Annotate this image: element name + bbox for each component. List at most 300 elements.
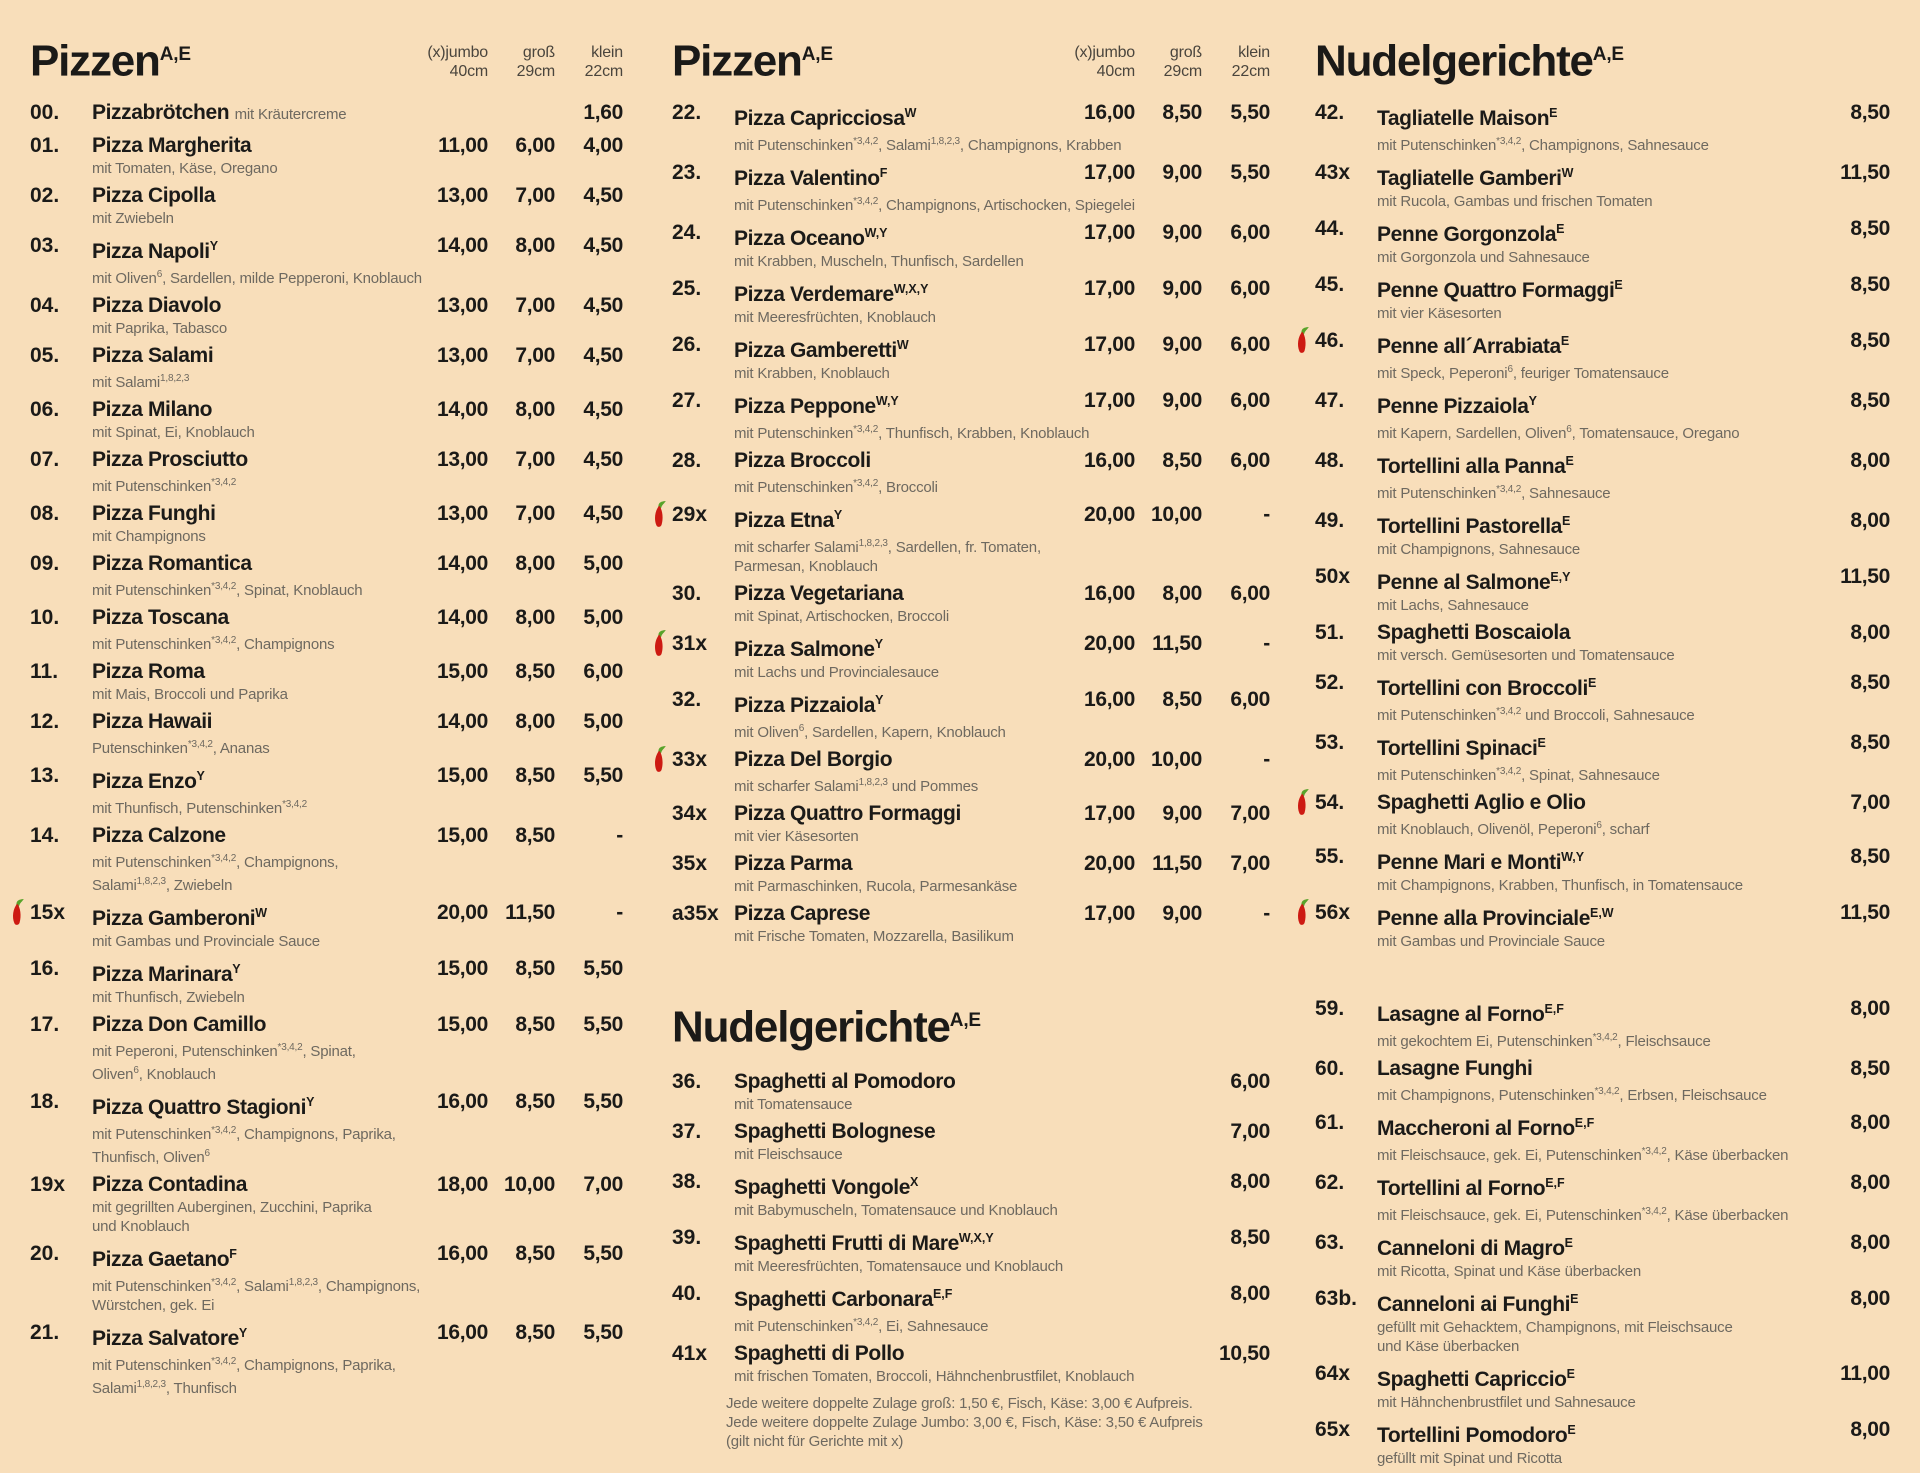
item-name: Spaghetti di Pollo bbox=[734, 1342, 905, 1366]
item-name: Tagliatelle Gamberi$^W$ bbox=[1377, 165, 1574, 190]
item-description: mit Fleischsauce, gek. Ei, Putenschinken$^{*3,4,2}$, Käse überbacken bbox=[1377, 1205, 1789, 1224]
item-number-text: 65x bbox=[1315, 1417, 1351, 1441]
item-number-text: a35x bbox=[672, 901, 719, 925]
item-number-text: 18. bbox=[30, 1089, 60, 1113]
menu-item bbox=[1315, 900, 1890, 951]
item-name-superscript: W bbox=[896, 337, 909, 352]
menu-item bbox=[672, 747, 1270, 796]
item-price: 8,00 bbox=[1230, 1282, 1270, 1306]
item-price-jumbo: 13,00 bbox=[436, 183, 488, 207]
size-name: klein bbox=[591, 43, 623, 61]
menu-column-3 bbox=[1315, 30, 1890, 1473]
item-price-gross: 8,50 bbox=[515, 1012, 555, 1036]
item-description: mit Putenschinken$^{*3,4,2}$, Spinat, Sahnesauce bbox=[1377, 765, 1660, 784]
item-number bbox=[30, 659, 92, 685]
item-name: Pizza Enzo$^Y$ bbox=[92, 768, 205, 793]
menu-item bbox=[1315, 1110, 1890, 1165]
item-name-superscript: E,F bbox=[1544, 1001, 1564, 1016]
item-number bbox=[1315, 996, 1377, 1028]
item-number bbox=[1315, 564, 1377, 596]
item-price-klein: 5,50 bbox=[583, 1012, 623, 1036]
item-price-jumbo: 14,00 bbox=[436, 551, 488, 575]
item-price-klein: 5,00 bbox=[583, 709, 623, 733]
item-name: Pizza Napoli$^Y$ bbox=[92, 238, 219, 263]
item-number-text: 63b. bbox=[1315, 1286, 1358, 1310]
item-name: Spaghetti Vongole$^X$ bbox=[734, 1175, 919, 1200]
item-price-gross: 11,50 bbox=[1152, 631, 1202, 655]
section-title bbox=[672, 999, 1180, 1050]
item-price-jumbo: 16,00 bbox=[436, 1089, 488, 1113]
item-number bbox=[672, 1341, 734, 1367]
item-price-klein: 4,50 bbox=[583, 447, 623, 471]
item-number bbox=[1315, 160, 1377, 192]
menu-item bbox=[1315, 564, 1890, 615]
item-number bbox=[672, 332, 734, 364]
section-title-superscript: A,E bbox=[801, 44, 833, 65]
item-price-gross: 11,50 bbox=[1152, 851, 1202, 875]
item-number bbox=[30, 1320, 92, 1352]
item-price: 8,00 bbox=[1850, 1417, 1890, 1441]
footnote-line: Jede weitere doppelte Zulage Jumbo: 3,00 €, Fisch, Käse: 3,50 € Aufpreis bbox=[726, 1414, 1203, 1432]
size-diameter: 22cm bbox=[1231, 62, 1270, 80]
item-name: Pizza Gamberoni$^W$ bbox=[92, 905, 268, 930]
item-number-text: 17. bbox=[30, 1012, 60, 1036]
item-price-klein: 5,50 bbox=[583, 1241, 623, 1265]
item-description: mit Kapern, Sardellen, Oliven$^6$, Tomatensauce, Oregano bbox=[1377, 423, 1740, 442]
item-name: Pizza Roma bbox=[92, 659, 205, 683]
size-diameter: 22cm bbox=[584, 62, 623, 80]
item-number bbox=[30, 956, 92, 988]
menu-item bbox=[1315, 1170, 1890, 1225]
item-price-jumbo: 17,00 bbox=[1083, 160, 1135, 184]
item-price: 8,00 bbox=[1850, 996, 1890, 1020]
item-price-klein: - bbox=[616, 900, 623, 924]
item-price-jumbo: 17,00 bbox=[1083, 220, 1135, 244]
menu-item bbox=[30, 293, 623, 338]
item-name: Pizza Capricciosa$^W$ bbox=[734, 105, 917, 130]
item-description: mit Mais, Broccoli und Paprika bbox=[92, 685, 288, 703]
item-price-klein: 1,60 bbox=[583, 100, 623, 124]
item-number-text: 03. bbox=[30, 233, 60, 257]
item-number-text: 61. bbox=[1315, 1110, 1345, 1134]
item-description: mit Fleischsauce bbox=[734, 1146, 843, 1164]
item-price-gross: 8,00 bbox=[515, 233, 555, 257]
item-number bbox=[1315, 1286, 1377, 1318]
item-number-text: 37. bbox=[672, 1120, 702, 1144]
item-description: mit Lachs, Sahnesauce bbox=[1377, 596, 1529, 614]
item-name-superscript: Y bbox=[1528, 393, 1537, 408]
item-name: Pizza Gamberetti$^W$ bbox=[734, 337, 909, 362]
item-price-jumbo: 16,00 bbox=[1083, 581, 1135, 605]
item-number bbox=[672, 747, 734, 773]
item-name-superscript: Y bbox=[232, 961, 241, 976]
item-price-klein: - bbox=[616, 823, 623, 847]
item-number-text: 36. bbox=[672, 1070, 702, 1094]
item-number-text: 04. bbox=[30, 293, 60, 317]
item-name: Pizza Gaetano$^F$ bbox=[92, 1246, 237, 1271]
item-number bbox=[30, 763, 92, 795]
item-price-jumbo bbox=[418, 100, 488, 128]
menu-item bbox=[672, 631, 1270, 682]
item-name: Maccheroni al Forno$^{E,F}$ bbox=[1377, 1115, 1595, 1140]
item-price-jumbo: 13,00 bbox=[436, 447, 488, 471]
item-number bbox=[1315, 844, 1377, 876]
item-price: 8,00 bbox=[1850, 620, 1890, 644]
item-number bbox=[30, 233, 92, 265]
item-number-text: 50x bbox=[1315, 564, 1351, 588]
item-number-text: 34x bbox=[672, 801, 708, 825]
item-price: 11,50 bbox=[1840, 900, 1890, 924]
item-number bbox=[1315, 1230, 1377, 1262]
item-name-superscript: E,W bbox=[1589, 905, 1614, 920]
item-price: 8,50 bbox=[1850, 1056, 1890, 1080]
item-name: Pizza Peppone$^{W,Y}$ bbox=[734, 393, 899, 418]
item-description: mit Fleischsauce, gek. Ei, Putenschinken$^{*3,4,2}$, Käse überbacken bbox=[1377, 1145, 1789, 1164]
item-number bbox=[1315, 670, 1377, 702]
item-number-text: 63. bbox=[1315, 1230, 1345, 1254]
item-price: 11,00 bbox=[1840, 1361, 1890, 1385]
item-price: 8,00 bbox=[1850, 448, 1890, 472]
item-description: mit Tomatensauce bbox=[734, 1096, 853, 1114]
item-name: Penne all´Arrabiata$^E$ bbox=[1377, 333, 1570, 358]
item-number bbox=[672, 581, 734, 607]
item-price-gross: 8,00 bbox=[1162, 581, 1202, 605]
item-description: mit Tomaten, Käse, Oregano bbox=[92, 159, 278, 177]
item-name: Spaghetti al Pomodoro bbox=[734, 1070, 956, 1094]
item-description: mit Oliven$^6$, Sardellen, milde Pepperoni, Knoblauch bbox=[92, 268, 422, 287]
menu-item bbox=[30, 551, 623, 600]
item-name-superscript: E,F bbox=[1574, 1115, 1595, 1130]
item-name-superscript: W bbox=[255, 905, 268, 920]
item-description: mit versch. Gemüsesorten und Tomatensauce bbox=[1377, 646, 1675, 664]
item-name: Tortellini Pomodoro$^E$ bbox=[1377, 1422, 1576, 1447]
menu-item bbox=[672, 1225, 1270, 1276]
item-description: mit Parmaschinken, Rucola, Parmesankäse bbox=[734, 877, 1018, 895]
item-number-text: 25. bbox=[672, 276, 702, 300]
menu-item bbox=[672, 1169, 1270, 1220]
item-number bbox=[672, 631, 734, 663]
item-price-jumbo: 20,00 bbox=[1083, 502, 1135, 526]
size-diameter: 29cm bbox=[1163, 62, 1202, 80]
item-name: Pizza Caprese bbox=[734, 901, 871, 925]
item-price-klein: 5,00 bbox=[583, 605, 623, 629]
item-name: Tortellini Pastorella$^E$ bbox=[1377, 513, 1571, 538]
item-price: 8,50 bbox=[1850, 388, 1890, 412]
item-number-text: 39. bbox=[672, 1226, 702, 1250]
item-description: mit Putenschinken$^{*3,4,2}$, Ei, Sahnesauce bbox=[734, 1317, 989, 1336]
item-price: 11,50 bbox=[1840, 160, 1890, 184]
item-name: Pizza Salmone$^Y$ bbox=[734, 636, 884, 661]
item-name: Pizza Marinara$^Y$ bbox=[92, 961, 241, 986]
item-number-text: 31x bbox=[672, 631, 708, 655]
menu-item bbox=[672, 687, 1270, 742]
size-column-header bbox=[1065, 43, 1135, 84]
size-name: groß bbox=[1169, 43, 1202, 61]
item-number bbox=[672, 1119, 734, 1145]
item-price-gross: 7,00 bbox=[515, 447, 555, 471]
item-price-gross: 8,50 bbox=[515, 823, 555, 847]
item-name-superscript: F bbox=[879, 165, 888, 180]
menu-item bbox=[672, 448, 1270, 497]
item-price: 6,00 bbox=[1230, 1070, 1270, 1094]
item-name: Pizza Prosciutto bbox=[92, 447, 248, 471]
menu-item bbox=[672, 502, 1270, 576]
item-description: mit scharfer Salami$^{1,8,2,3}$ und Pommes bbox=[734, 776, 979, 795]
menu-item bbox=[1315, 508, 1890, 559]
item-description: mit vier Käsesorten bbox=[734, 827, 859, 845]
menu-item bbox=[30, 1012, 623, 1084]
item-number bbox=[672, 1225, 734, 1257]
item-price-jumbo: 20,00 bbox=[1083, 851, 1135, 875]
menu-item bbox=[672, 160, 1270, 215]
item-name: Pizza Etna$^Y$ bbox=[734, 507, 843, 532]
item-price-gross: 8,50 bbox=[1162, 687, 1202, 711]
item-price-gross: 9,00 bbox=[1162, 901, 1202, 925]
item-price-jumbo: 17,00 bbox=[1083, 801, 1135, 825]
item-price-klein: 5,50 bbox=[1230, 160, 1270, 184]
item-description: mit Putenschinken$^{*3,4,2}$, Broccoli bbox=[734, 477, 938, 496]
item-name-superscript: W,X,Y bbox=[958, 1231, 994, 1246]
item-price-klein: 6,00 bbox=[1230, 332, 1270, 356]
menu-column-2 bbox=[672, 30, 1270, 1451]
menu-item bbox=[30, 183, 623, 228]
item-name: Pizza Cipolla bbox=[92, 183, 216, 207]
item-price: 11,50 bbox=[1840, 564, 1890, 588]
item-price-klein: - bbox=[1263, 502, 1270, 526]
item-name-superscript: E bbox=[1561, 513, 1571, 528]
section-header bbox=[672, 996, 1270, 1050]
chili-icon bbox=[651, 629, 667, 659]
item-number bbox=[30, 447, 92, 473]
menu-item bbox=[672, 276, 1270, 327]
item-description: mit vier Käsesorten bbox=[1377, 304, 1502, 322]
item-number-text: 41x bbox=[672, 1342, 708, 1366]
item-name-superscript: Y bbox=[875, 692, 884, 707]
item-price-klein: 6,00 bbox=[1230, 276, 1270, 300]
item-name: Pizza Vegetariana bbox=[734, 581, 904, 605]
item-price-gross: 9,00 bbox=[1162, 332, 1202, 356]
item-name-superscript: E bbox=[1565, 453, 1574, 468]
item-name: Pizza Broccoli bbox=[734, 448, 871, 472]
item-number bbox=[672, 220, 734, 252]
item-description: mit Spinat, Artischocken, Broccoli bbox=[734, 607, 949, 625]
item-price-gross: 6,00 bbox=[515, 133, 555, 157]
item-number bbox=[1315, 272, 1377, 304]
item-price-jumbo: 17,00 bbox=[1083, 332, 1135, 356]
item-description: mit Putenschinken$^{*3,4,2}$, Sahnesauce bbox=[1377, 483, 1611, 502]
menu-item bbox=[1315, 160, 1890, 211]
item-number-text: 02. bbox=[30, 183, 60, 207]
menu-item bbox=[1315, 1361, 1890, 1412]
menu-item bbox=[30, 133, 623, 178]
item-number bbox=[1315, 1110, 1377, 1142]
size-diameter: 40cm bbox=[449, 62, 488, 80]
item-description: mit Oliven$^6$, Sardellen, Kapern, Knoblauch bbox=[734, 722, 1006, 741]
item-name: Pizza Del Borgio bbox=[734, 747, 893, 771]
item-price-jumbo: 14,00 bbox=[436, 233, 488, 257]
item-name: Pizza Funghi bbox=[92, 501, 216, 525]
item-name: Lasagne Funghi bbox=[1377, 1056, 1533, 1080]
menu-item bbox=[30, 1172, 623, 1236]
item-number bbox=[30, 551, 92, 577]
item-price-klein: - bbox=[1263, 901, 1270, 925]
item-number bbox=[30, 501, 92, 527]
item-price-gross: 10,00 bbox=[1150, 747, 1202, 771]
item-description: mit Rucola, Gambas und frischen Tomaten bbox=[1377, 192, 1653, 210]
menu-item bbox=[672, 901, 1270, 946]
menu-item bbox=[1315, 216, 1890, 267]
item-name: Pizza Salami bbox=[92, 343, 214, 367]
size-column-header bbox=[1202, 43, 1270, 84]
item-number bbox=[30, 100, 92, 128]
menu-item bbox=[672, 100, 1270, 155]
item-name-superscript: E bbox=[1564, 1235, 1573, 1250]
item-name: Penne alla Provinciale$^{E,W}$ bbox=[1377, 905, 1614, 930]
item-price-klein: 4,50 bbox=[583, 183, 623, 207]
menu-item bbox=[30, 1089, 623, 1167]
item-name-superscript: X bbox=[909, 1175, 919, 1190]
item-number-text: 54. bbox=[1315, 790, 1345, 814]
item-number-text: 60. bbox=[1315, 1056, 1345, 1080]
item-number-text: 16. bbox=[30, 956, 60, 980]
item-name-superscript: E bbox=[1570, 1291, 1579, 1306]
item-number-text: 42. bbox=[1315, 100, 1345, 124]
item-description: mit Zwiebeln bbox=[92, 209, 174, 227]
menu-item bbox=[1315, 272, 1890, 323]
item-number-text: 19x bbox=[30, 1172, 66, 1196]
item-number-text: 46. bbox=[1315, 328, 1345, 352]
menu-item bbox=[1315, 328, 1890, 383]
item-number-text: 64x bbox=[1315, 1361, 1351, 1385]
item-number bbox=[30, 823, 92, 849]
item-name: Pizza Parma bbox=[734, 851, 853, 875]
item-number-text: 20. bbox=[30, 1241, 60, 1265]
item-number bbox=[1315, 1361, 1377, 1393]
item-number-text: 26. bbox=[672, 332, 702, 356]
item-description: mit Thunfisch, Zwiebeln bbox=[92, 988, 245, 1006]
item-number bbox=[672, 448, 734, 474]
item-price-gross: 7,00 bbox=[515, 343, 555, 367]
item-number-text: 23. bbox=[672, 160, 702, 184]
item-number-text: 48. bbox=[1315, 448, 1345, 472]
item-price-gross: 9,00 bbox=[1162, 160, 1202, 184]
item-description: mit Gambas und Provinciale Sauce bbox=[1377, 932, 1605, 950]
item-name-superscript: E bbox=[1556, 221, 1565, 236]
item-description: mit Krabben, Knoblauch bbox=[734, 364, 890, 382]
item-number-text: 56x bbox=[1315, 900, 1351, 924]
item-description: mit Ricotta, Spinat und Käse überbacken bbox=[1377, 1262, 1642, 1280]
item-name: Spaghetti Capriccio$^E$ bbox=[1377, 1366, 1575, 1391]
menu-item bbox=[1315, 844, 1890, 895]
item-price-jumbo: 14,00 bbox=[436, 605, 488, 629]
menu-item bbox=[1315, 388, 1890, 443]
item-price-klein: 4,50 bbox=[583, 501, 623, 525]
item-price-jumbo: 13,00 bbox=[436, 343, 488, 367]
item-name: Pizza Margherita bbox=[92, 133, 252, 157]
item-price-jumbo: 11,00 bbox=[438, 133, 488, 157]
menu-item bbox=[30, 100, 623, 128]
item-description: mit Putenschinken$^{*3,4,2}$, Salami$^{1,8,2,3}$, Champignons, Würstchen, gek. Ei bbox=[92, 1276, 421, 1314]
item-description: mit scharfer Salami$^{1,8,2,3}$, Sardellen, fr. Tomaten, Parmesan, Knoblauch bbox=[734, 537, 1041, 575]
item-name: Pizza Hawaii bbox=[92, 709, 213, 733]
item-description: mit Putenschinken$^{*3,4,2}$, Champignons, Paprika, Salami$^{1,8,2,3}$, Thunfisch bbox=[92, 1355, 396, 1397]
item-price-gross: 9,00 bbox=[1162, 220, 1202, 244]
item-description: Putenschinken$^{*3,4,2}$, Ananas bbox=[92, 738, 270, 757]
menu-column-1 bbox=[30, 30, 623, 1403]
item-description: mit frischen Tomaten, Broccoli, Hähnchenbrustfilet, Knoblauch bbox=[734, 1368, 1135, 1386]
item-name: Pizza Calzone bbox=[92, 823, 226, 847]
item-description: mit Lachs und Provincialesauce bbox=[734, 663, 939, 681]
item-number bbox=[1315, 1170, 1377, 1202]
item-description: mit Champignons, Sahnesauce bbox=[1377, 540, 1581, 558]
item-price-klein: 6,00 bbox=[1230, 388, 1270, 412]
item-number bbox=[30, 183, 92, 209]
item-number-text: 62. bbox=[1315, 1170, 1345, 1194]
item-price: 8,50 bbox=[1850, 730, 1890, 754]
item-name-superscript: Y bbox=[874, 636, 884, 651]
item-number-text: 43x bbox=[1315, 160, 1351, 184]
item-name: Pizza Romantica bbox=[92, 551, 252, 575]
item-price-jumbo: 15,00 bbox=[436, 763, 488, 787]
menu-item bbox=[672, 1069, 1270, 1114]
item-name: Tagliatelle Maison$^E$ bbox=[1377, 105, 1558, 130]
menu-item bbox=[672, 332, 1270, 383]
item-number bbox=[672, 851, 734, 877]
chili-icon bbox=[1294, 898, 1310, 928]
item-number bbox=[1315, 620, 1377, 646]
menu-item bbox=[30, 823, 623, 895]
menu-item bbox=[672, 1341, 1270, 1386]
item-name: Canneloni ai Funghi$^E$ bbox=[1377, 1291, 1579, 1316]
item-name-superscript: W,Y bbox=[864, 225, 888, 240]
item-price-gross: 8,50 bbox=[515, 956, 555, 980]
menu-item bbox=[672, 1281, 1270, 1336]
item-number bbox=[672, 1169, 734, 1201]
item-number bbox=[672, 160, 734, 192]
item-number bbox=[30, 133, 92, 159]
item-number-text: 07. bbox=[30, 447, 60, 471]
item-price-gross: 9,00 bbox=[1162, 801, 1202, 825]
item-name-superscript: W,Y bbox=[875, 393, 899, 408]
item-number-text: 52. bbox=[1315, 670, 1345, 694]
menu-item bbox=[30, 659, 623, 704]
item-number bbox=[1315, 900, 1377, 932]
item-price-gross: 9,00 bbox=[1162, 276, 1202, 300]
size-column-header bbox=[488, 43, 555, 84]
menu-item bbox=[1315, 1417, 1890, 1468]
item-description: mit Babymuscheln, Tomatensauce und Knoblauch bbox=[734, 1202, 1058, 1220]
item-price: 8,00 bbox=[1850, 1230, 1890, 1254]
item-number bbox=[672, 388, 734, 420]
item-description: mit Putenschinken$^{*3,4,2}$, Champignons, Artischocken, Spiegelei bbox=[734, 195, 1135, 214]
menu-item bbox=[30, 763, 623, 818]
item-price: 7,00 bbox=[1230, 1120, 1270, 1144]
item-description: mit Champignons bbox=[92, 527, 206, 545]
item-number-text: 10. bbox=[30, 605, 60, 629]
item-number-text: 55. bbox=[1315, 844, 1345, 868]
item-price-klein: 5,50 bbox=[583, 956, 623, 980]
item-description: mit Frische Tomaten, Mozzarella, Basilikum bbox=[734, 927, 1014, 945]
item-price: 10,50 bbox=[1218, 1342, 1270, 1366]
item-name: Spaghetti Boscaiola bbox=[1377, 620, 1571, 644]
item-price-jumbo: 20,00 bbox=[436, 900, 488, 924]
menu-item bbox=[30, 1320, 623, 1398]
menu-item bbox=[30, 233, 623, 288]
item-name: Pizzabrötchen mit Kräutercreme bbox=[92, 100, 347, 124]
section-title-text: Pizzen bbox=[672, 36, 802, 86]
menu-item bbox=[1315, 730, 1890, 785]
item-price-gross: 7,00 bbox=[515, 293, 555, 317]
